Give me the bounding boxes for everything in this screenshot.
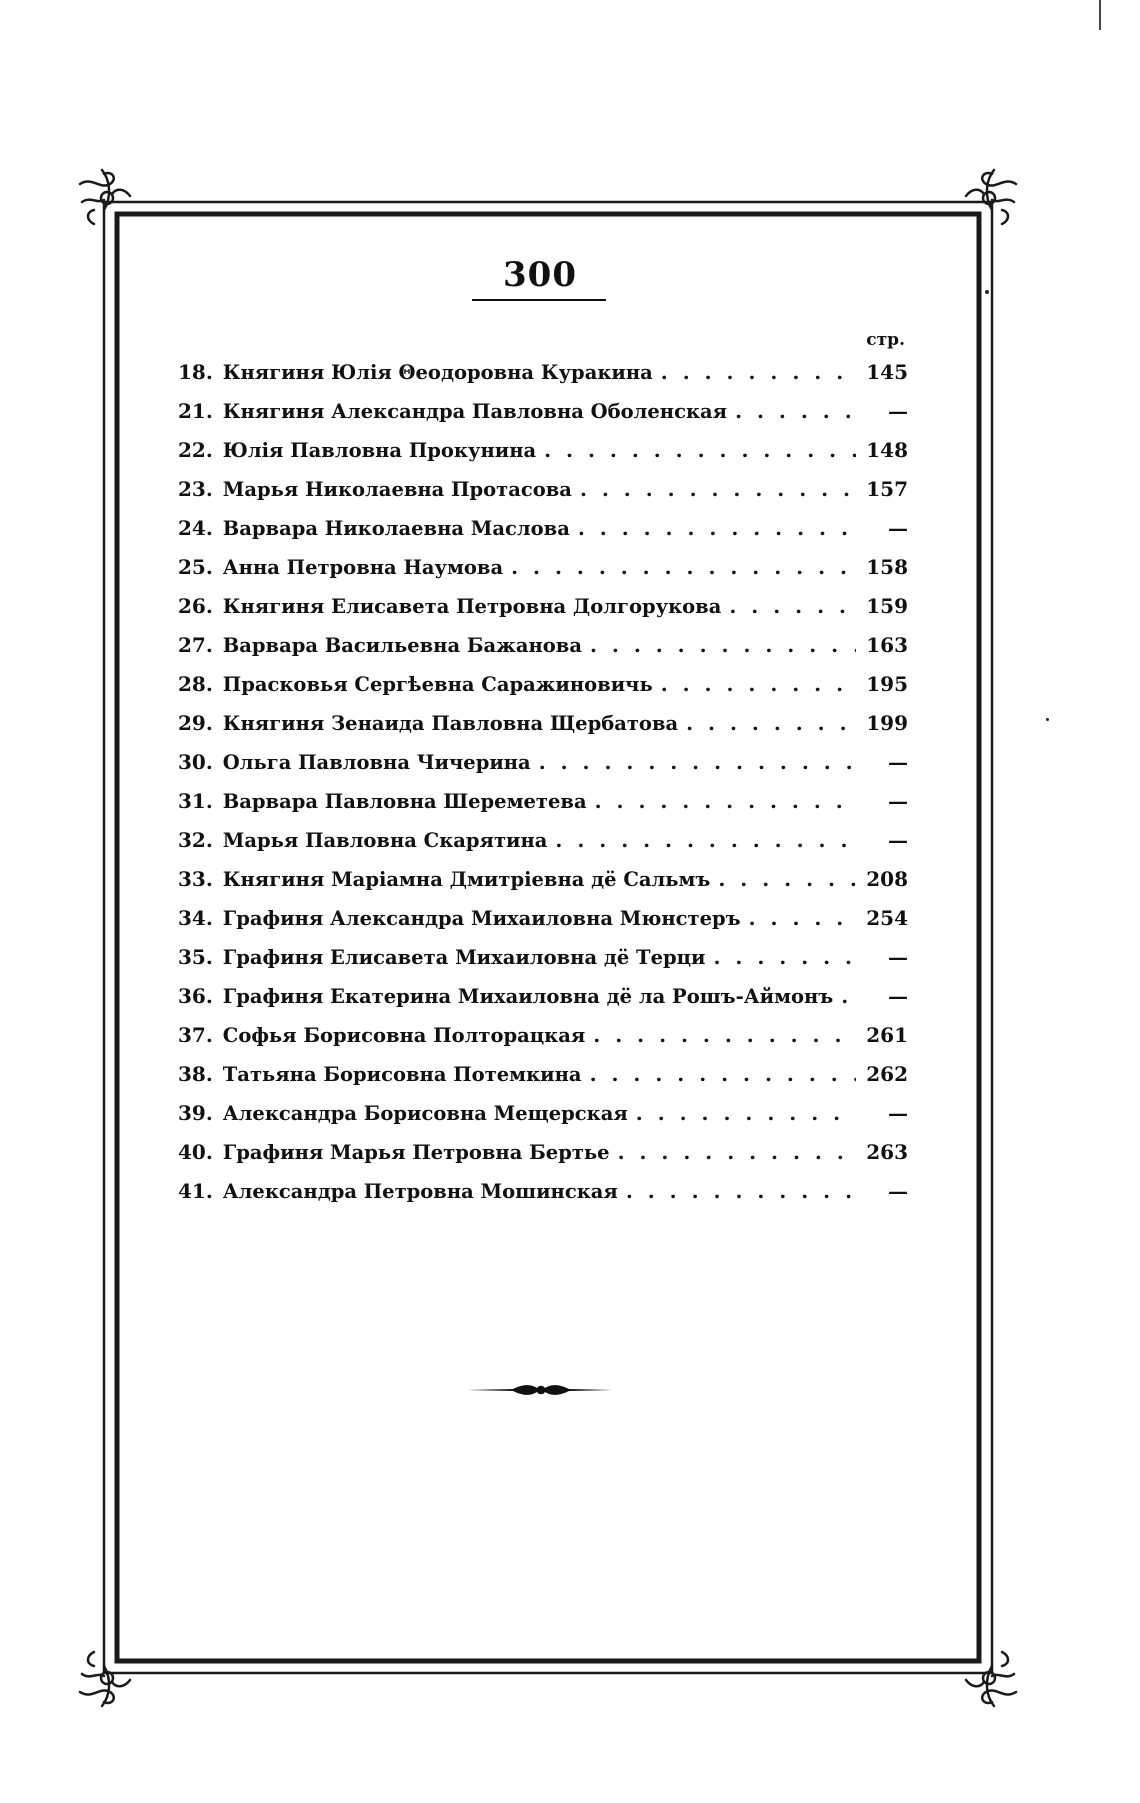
toc-entry-number: 22. <box>178 438 213 462</box>
toc-entry-page: 159 <box>866 594 908 618</box>
toc-entry <box>178 743 908 782</box>
toc-entry <box>178 431 908 470</box>
toc-entry-number: 41. <box>178 1179 213 1203</box>
toc-entry-page: — <box>888 945 908 969</box>
toc-entry-number: 36. <box>178 984 213 1008</box>
toc-entry-number: 37. <box>178 1023 213 1047</box>
end-ornament <box>465 1381 615 1399</box>
toc-entry-name: Анна Петровна Наумова <box>222 556 504 579</box>
toc-dot-leader <box>578 509 856 548</box>
toc-dot-leader <box>555 821 856 860</box>
toc-dot-leader <box>735 392 856 431</box>
toc-entry-number: 30. <box>178 750 213 774</box>
toc-entry-page: 157 <box>866 477 908 501</box>
table-of-contents <box>178 353 908 1211</box>
toc-entry-name: Ольга Павловна Чичерина <box>222 751 531 774</box>
toc-entry-name: Варвара Николаевна Маслова <box>222 517 570 540</box>
toc-entry-number: 32. <box>178 828 213 852</box>
toc-entry-page: 208 <box>866 867 908 891</box>
toc-entry-number: 23. <box>178 477 213 501</box>
toc-entry-name: Княгиня Юлія Θеодоровна Куракина <box>222 361 653 384</box>
toc-entry-page: 263 <box>866 1140 908 1164</box>
toc-dot-leader <box>729 587 856 626</box>
toc-entry-name: Александра Петровна Мошинская <box>222 1180 618 1203</box>
toc-entry <box>178 587 908 626</box>
toc-entry-number: 33. <box>178 867 213 891</box>
toc-dot-leader <box>749 899 856 938</box>
toc-entry-page: — <box>888 516 908 540</box>
toc-entry-name: Прасковья Сергѣевна Саражиновичь <box>222 673 653 696</box>
toc-entry-name: Графиня Елисавета Михаиловна дё Терци <box>222 946 706 969</box>
toc-dot-leader <box>661 353 856 392</box>
toc-entry <box>178 392 908 431</box>
toc-entry-name: Варвара Васильевна Бажанова <box>222 634 582 657</box>
toc-dot-leader <box>618 1133 856 1172</box>
toc-dot-leader <box>593 1016 856 1055</box>
toc-entry-name: Софья Борисовна Полторацкая <box>222 1024 586 1047</box>
toc-entry-number: 27. <box>178 633 213 657</box>
toc-entry-page: 163 <box>866 633 908 657</box>
toc-entry-number: 21. <box>178 399 213 423</box>
toc-entry-name: Александра Борисовна Мещерская <box>222 1102 628 1125</box>
toc-entry <box>178 899 908 938</box>
toc-dot-leader <box>580 470 856 509</box>
toc-dot-leader <box>595 782 856 821</box>
toc-dot-leader <box>636 1094 856 1133</box>
toc-entry <box>178 704 908 743</box>
toc-entry-number: 24. <box>178 516 213 540</box>
toc-entry-page: 262 <box>866 1062 908 1086</box>
toc-entry-name: Княгиня Елисавета Петровна Долгорукова <box>222 595 722 618</box>
toc-dot-leader <box>718 860 856 899</box>
toc-entry-page: — <box>888 1179 908 1203</box>
toc-entry <box>178 860 908 899</box>
toc-entry <box>178 509 908 548</box>
toc-entry-name: Варвара Павловна Шереметева <box>222 790 587 813</box>
toc-entry <box>178 470 908 509</box>
toc-entry-page: — <box>888 828 908 852</box>
toc-dot-leader <box>590 1055 856 1094</box>
toc-entry-name: Марья Николаевна Протасова <box>222 478 572 501</box>
toc-dot-leader <box>626 1172 856 1211</box>
toc-entry-page: 195 <box>866 672 908 696</box>
toc-entry-number: 39. <box>178 1101 213 1125</box>
toc-entry-number: 31. <box>178 789 213 813</box>
toc-entry-number: 25. <box>178 555 213 579</box>
page-column-header: стр. <box>866 330 905 350</box>
toc-entry <box>178 626 908 665</box>
toc-entry-page: — <box>888 750 908 774</box>
toc-entry <box>178 782 908 821</box>
toc-entry-number: 35. <box>178 945 213 969</box>
toc-entry <box>178 1094 908 1133</box>
toc-entry <box>178 977 908 1016</box>
scan-speck <box>1046 718 1049 721</box>
toc-entry-page: — <box>888 1101 908 1125</box>
toc-entry-page: 199 <box>866 711 908 735</box>
toc-entry-page: 261 <box>866 1023 908 1047</box>
page-number: 300 <box>503 255 577 295</box>
toc-dot-leader <box>686 704 856 743</box>
toc-entry-number: 38. <box>178 1062 213 1086</box>
toc-entry-page: — <box>888 984 908 1008</box>
toc-entry <box>178 353 908 392</box>
toc-entry-name: Графиня Александра Михаиловна Мюнстеръ <box>222 907 741 930</box>
toc-dot-leader <box>511 548 856 587</box>
page-number-rule <box>472 299 606 301</box>
toc-dot-leader <box>539 743 856 782</box>
toc-dot-leader <box>544 431 856 470</box>
toc-entry-number: 29. <box>178 711 213 735</box>
toc-entry-page: 145 <box>866 360 908 384</box>
toc-entry <box>178 1133 908 1172</box>
toc-entry-page: 254 <box>866 906 908 930</box>
toc-dot-leader <box>590 626 856 665</box>
toc-entry <box>178 665 908 704</box>
toc-entry-number: 34. <box>178 906 213 930</box>
toc-entry-number: 28. <box>178 672 213 696</box>
toc-entry <box>178 1172 908 1211</box>
toc-entry <box>178 821 908 860</box>
toc-entry-name: Юлія Павловна Прокунина <box>222 439 537 462</box>
toc-entry-number: 40. <box>178 1140 213 1164</box>
toc-entry-name: Марья Павловна Скарятина <box>222 829 548 852</box>
toc-entry-page: — <box>888 399 908 423</box>
toc-entry <box>178 938 908 977</box>
toc-entry-page: 148 <box>866 438 908 462</box>
toc-entry-number: 26. <box>178 594 213 618</box>
toc-dot-leader <box>841 977 856 1016</box>
toc-entry-number: 18. <box>178 360 213 384</box>
toc-entry-name: Княгиня Александра Павловна Оболенская <box>222 400 728 423</box>
toc-entry-page: — <box>888 789 908 813</box>
toc-entry-page: 158 <box>866 555 908 579</box>
toc-entry <box>178 548 908 587</box>
toc-entry-name: Графиня Екатерина Михаиловна дё ла Рошъ-Аймонъ <box>222 985 834 1008</box>
scan-speck <box>985 290 989 294</box>
toc-dot-leader <box>713 938 856 977</box>
toc-dot-leader <box>661 665 856 704</box>
toc-entry-name: Татьяна Борисовна Потемкина <box>222 1063 582 1086</box>
toc-entry-name: Княгиня Маріамна Дмитріевна дё Сальмъ <box>222 868 711 891</box>
toc-entry <box>178 1016 908 1055</box>
toc-entry <box>178 1055 908 1094</box>
toc-entry-name: Графиня Марья Петровна Бертье <box>222 1141 610 1164</box>
toc-entry-name: Княгиня Зенаида Павловна Щербатова <box>222 712 679 735</box>
